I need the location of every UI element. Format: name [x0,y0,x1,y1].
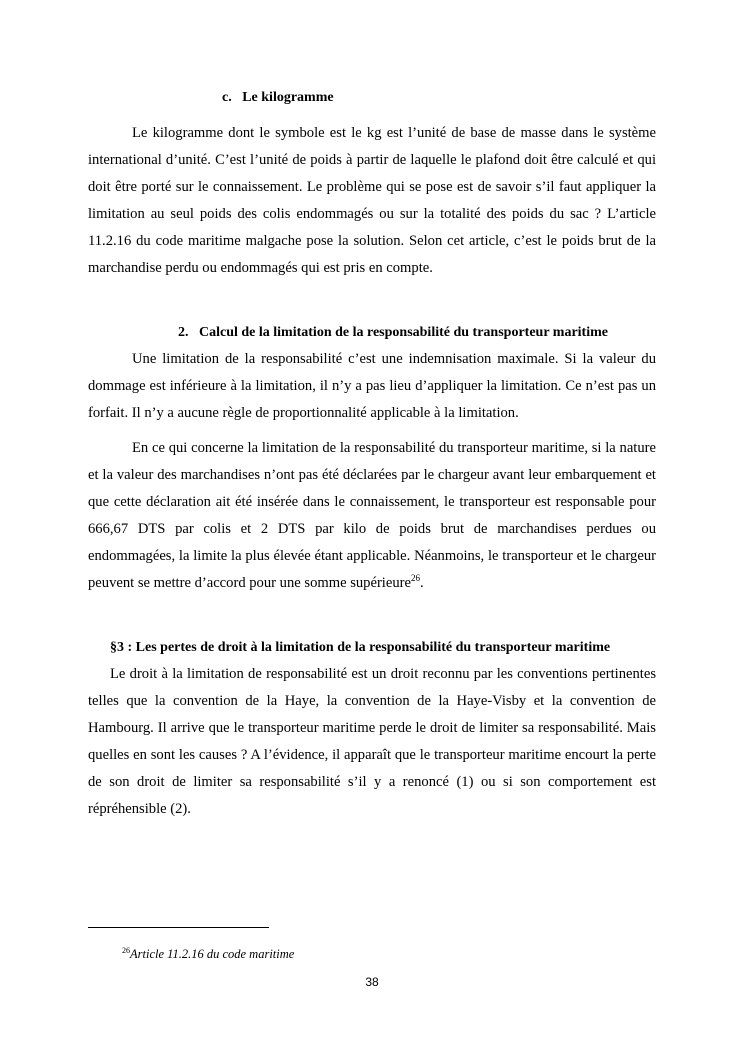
footnote [122,947,294,962]
section-3-heading: §3 : Les pertes de droit à la limitation de la responsabilité du transporteur maritime [110,640,611,655]
section-c-paragraph: Le kilogramme dont le symbole est le kg est l’unité de base de masse dans le système international d’unité. C’est l’unité de poids à partir de laquelle le plafond doit être calculé et qui doit être porté sur le connaissement. Le problème qui se pose est de savoir s’il faut appliquer la limitation au seul poids des colis endommagés ou sur la totalité des poids du sac ? L’article 11.2.16 du code maritime malgache pose la solution. Selon cet article, c’est le poids brut de la marchandise perdu ou endommagés qui est pris en compte. [88,125,656,276]
footnote-reference[interactable]: 26 [410,573,420,584]
section-2-marker: 2. [178,325,189,340]
section-c-marker: c. [222,90,232,105]
section-3-paragraph: Le droit à la limitation de responsabilité est un droit reconnu par les conventions pertinentes telles que la convention de la Haye, la convention de la Haye-Visby et la convention de Hambourg. Il arrive que le transporteur maritime perde le droit de limiter sa responsabilité. Mais quelles en sont les causes ? A l’évidence, il apparaît que le transporteur maritime encourt la perte de son droit de limiter sa responsabilité s’il y a renoncé (1) ou si son comportement est répréhensible (2). [88,666,656,817]
section-2-heading [178,324,608,342]
footnote-number: 26 [122,945,130,955]
footnote-separator [88,927,269,928]
section-2-title: Calcul de la limitation de la responsabilité du transporteur maritime [199,325,608,340]
section-c-heading [222,89,334,107]
section-c-title: Le kilogramme [242,90,334,105]
section-2-paragraph-2 [88,435,656,597]
section-2-paragraph-1: Une limitation de la responsabilité c’est une indemnisation maximale. Si la valeur du dommage est inférieure à la limitation, il n’y a pas lieu d’appliquer la limitation. Ce n’est pas un forfait. Il n’y a aucune règle de proportionnalité applicable à la limitation. [88,351,656,421]
footnote-text: Article 11.2.16 du code maritime [130,947,295,961]
section-2-paragraph-2-text: En ce qui concerne la limitation de la responsabilité du transporteur maritime, si la nature et la valeur des marchandises n’ont pas été déclarées par le chargeur avant leur embarquement et que cette déclaration ait été insérée dans le connaissement, le transporteur est responsable pour 666,67 DTS par colis et 2 DTS par kilo de poids brut de marchandises perdues ou endommagées, la limite la plus élevée étant applicable. Néanmoins, le transporteur et le chargeur peuvent se mettre d’accord pour une somme supérieure [88,440,656,591]
page-number: 38 [365,975,379,989]
section-2-paragraph-2-end: . [419,575,424,591]
